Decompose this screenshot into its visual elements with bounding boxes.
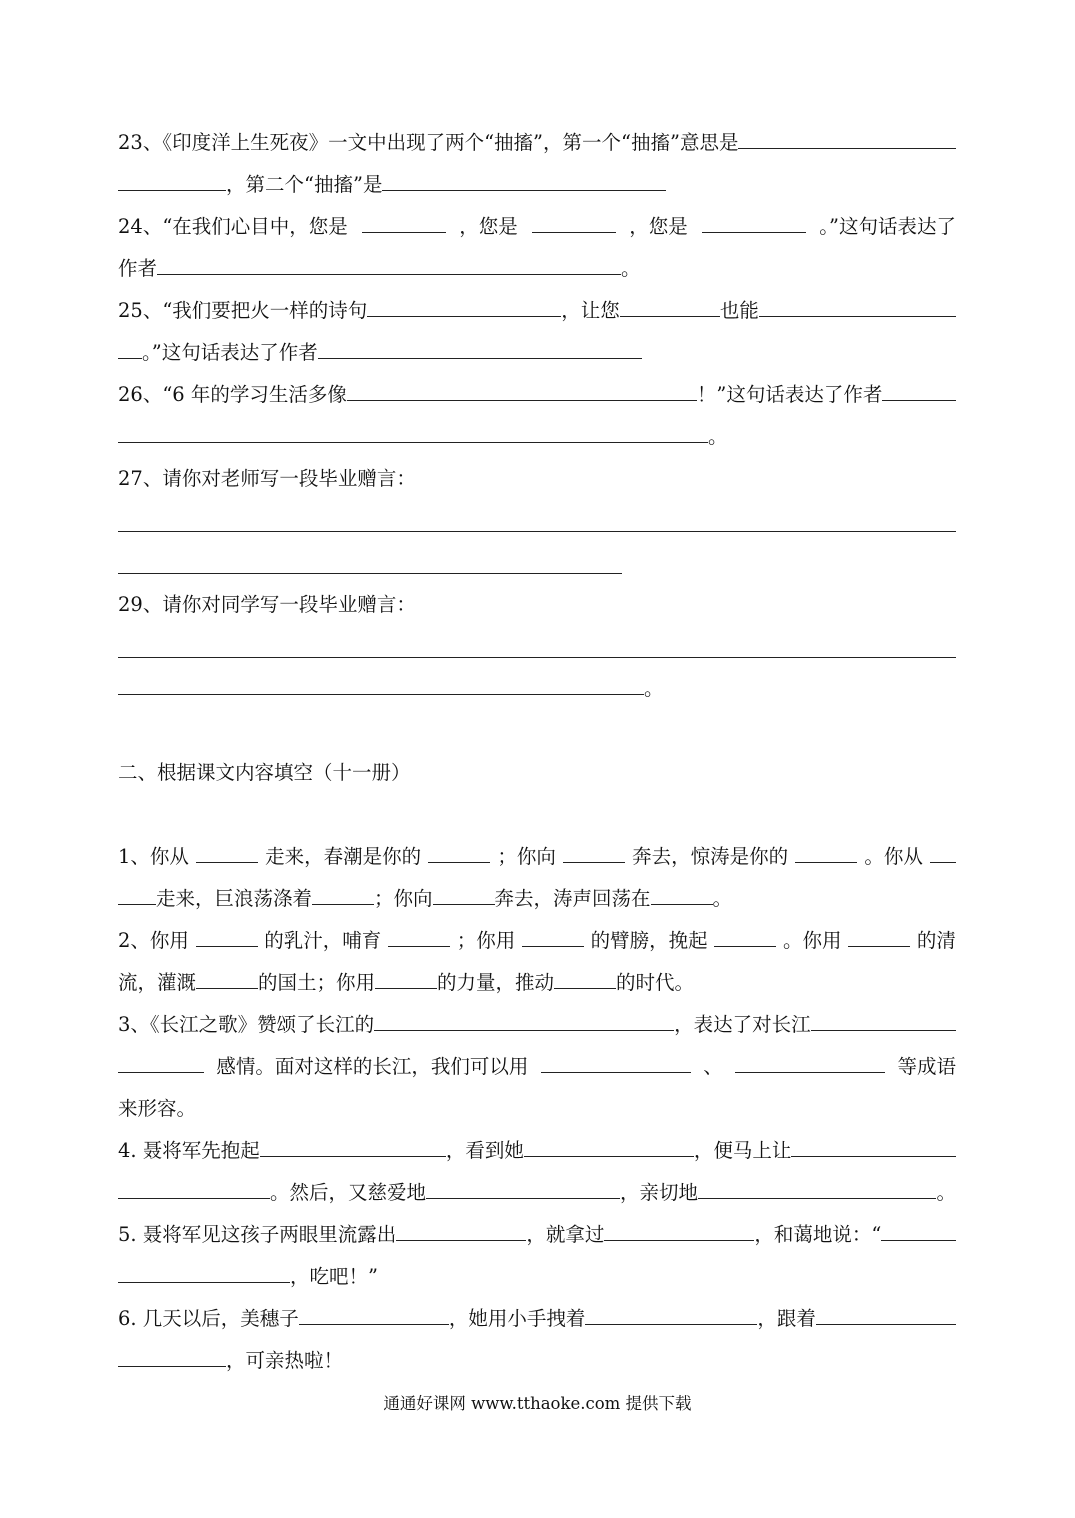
q24-text-e: 作者 [118,257,158,280]
s3-blank-2-cont[interactable] [118,1071,204,1073]
s2-blank-7[interactable] [375,987,437,989]
q25-text-d: 。”这句话表达了作者 [142,341,318,364]
s1-blank-8[interactable] [651,903,713,905]
q24-blank-2[interactable] [532,231,616,233]
s5-line2 [118,1256,956,1298]
q25-blank-4[interactable] [318,357,642,359]
section2-heading [118,752,956,794]
q23-line1 [118,122,956,164]
q26-blank-2[interactable] [882,399,956,401]
s3-line1 [118,1004,956,1046]
s2-blank-3[interactable] [522,945,584,947]
s4-blank-3[interactable] [791,1155,956,1157]
s5-text-c: ，和蔼地说：“ [754,1223,882,1246]
s3-blank-4[interactable] [735,1071,885,1073]
s2-blank-1[interactable] [196,945,258,947]
s5-blank-3[interactable] [881,1239,956,1241]
q25-blank-3-cont[interactable] [118,357,142,359]
s2-text-f: 的清 [916,929,956,952]
s4-line1 [118,1130,956,1172]
s1-blank-6[interactable] [312,903,374,905]
s5-text-d: ，吃吧！” [290,1265,378,1288]
s6-text-d: ，可亲热啦！ [226,1349,344,1372]
s5-text-a: 5. 聂将军见这孩子两眼里流露出 [118,1223,397,1246]
q23-line2 [118,164,956,206]
q29-answer-line1[interactable] [118,626,956,668]
q25-text-c: 也能 [719,299,759,322]
s6-line2 [118,1340,956,1382]
s6-blank-3-cont[interactable] [118,1365,226,1367]
spacer [118,794,956,836]
q23-blank-1[interactable] [738,147,956,149]
s1-line2 [118,878,956,920]
q24-blank-4[interactable] [157,273,621,275]
s3-text-e: 等成语 [897,1055,956,1078]
s4-blank-2[interactable] [524,1155,694,1157]
q26-line1 [118,374,956,416]
q29-line1 [118,584,956,626]
s1-blank-4[interactable] [795,861,857,863]
s1-text-d: 奔去，惊涛是你的 [632,845,789,868]
q25-line1 [118,290,956,332]
q24-line1 [118,206,956,248]
s1-blank-2[interactable] [428,861,490,863]
s2-blank-2[interactable] [388,945,450,947]
s2-text-i: 的力量，推动 [437,971,555,994]
s1-blank-5-cont[interactable] [118,903,156,905]
s2-text-d: 的臂膀，挽起 [590,929,708,952]
s6-blank-2[interactable] [585,1323,757,1325]
s1-blank-5[interactable] [930,861,956,863]
q23-text-b: ，第二个“抽搐”是 [226,173,383,196]
worksheet [118,122,956,1382]
q25-text-a: 25、“我们要把火一样的诗句 [118,299,368,322]
q24-blank-3[interactable] [702,231,806,233]
s4-text-d: 。然后，又慈爱地 [270,1181,427,1204]
q24-text-c: ，您是 [629,215,688,238]
s5-blank-1[interactable] [396,1239,526,1241]
s2-text-b: 的乳汁，哺育 [264,929,382,952]
s6-line1 [118,1298,956,1340]
s1-blank-3[interactable] [563,861,625,863]
s1-line1 [118,836,956,878]
s4-text-a: 4. 聂将军先抱起 [118,1139,260,1162]
q24-line2 [118,248,956,290]
s2-text-h: 的国土；你用 [258,971,376,994]
s3-line3 [118,1088,956,1130]
s1-text-b: 走来，春潮是你的 [265,845,422,868]
q27-answer-line1[interactable] [118,500,956,542]
q23-blank-1-cont[interactable] [118,189,226,191]
s1-text-c: ；你向 [497,845,556,868]
s2-text-j: 的时代。 [616,971,695,994]
q23-blank-2[interactable] [382,189,666,191]
s2-text-e: 。你用 [782,929,842,952]
q27-text-a: 27、请你对老师写一段毕业赠言： [118,467,416,490]
s3-text-c: 感情。面对这样的长江，我们可以用 [216,1055,529,1078]
s2-text-c: ；你用 [456,929,516,952]
s4-text-b: ，看到她 [445,1139,524,1162]
q26-text-c: 。 [708,425,728,448]
q24-blank-1[interactable] [362,231,446,233]
page-footer: 通通好课网 www.tthaoke.com 提供下载 [383,1394,692,1413]
q25-text-b: ，让您 [561,299,620,322]
s2-text-a: 2、你用 [118,929,189,952]
q25-blank-3[interactable] [759,315,956,317]
s2-line1 [118,920,956,962]
s2-blank-6[interactable] [196,987,258,989]
s5-text-b: ，就拿过 [526,1223,605,1246]
s2-blank-8[interactable] [554,987,616,989]
q26-blank-2-cont[interactable] [118,441,708,443]
s3-blank-3[interactable] [541,1071,691,1073]
s1-text-e: 。你从 [864,845,923,868]
s5-blank-3-cont[interactable] [118,1281,290,1283]
q24-text-b: ，您是 [459,215,518,238]
q27-answer-line2[interactable] [118,542,956,584]
s3-text-f: 来形容。 [118,1097,197,1120]
q24-text-a: 24、“在我们心目中，您是 [118,215,348,238]
q26-text-b: ！”这句话表达了作者 [696,383,883,406]
s1-blank-7[interactable] [433,903,495,905]
q24-text-f: 。 [621,257,641,280]
s2-blank-4[interactable] [714,945,776,947]
s1-blank-1[interactable] [196,861,258,863]
q26-text-a: 26、“6 年的学习生活多像 [118,383,347,406]
s2-line2 [118,962,956,1004]
s3-line2 [118,1046,956,1088]
s1-text-f: 走来，巨浪荡涤着 [156,887,313,910]
s4-line2 [118,1172,956,1214]
q24-text-d: 。”这句话表达了 [819,215,956,238]
s2-blank-5[interactable] [848,945,910,947]
spacer [118,710,956,752]
s6-text-a: 6. 几天以后，美穗子 [118,1307,299,1330]
s4-text-c: ，便马上让 [693,1139,792,1162]
s4-blank-1[interactable] [260,1155,446,1157]
q23-text-a: 23、《印度洋上生死夜》一文中出现了两个“抽搐”，第一个“抽搐”意思是 [118,131,739,154]
s4-blank-3-cont[interactable] [118,1197,270,1199]
s6-blank-1[interactable] [299,1323,449,1325]
s4-blank-4[interactable] [426,1197,620,1199]
s3-text-b: ，表达了对长江 [674,1013,811,1036]
s3-text-d: 、 [703,1055,723,1078]
q29-text-b: 。 [644,677,664,700]
s1-text-i: 。 [712,887,733,910]
q29-blank-2[interactable] [118,693,644,695]
q26-blank-1[interactable] [347,399,697,401]
s3-blank-1[interactable] [374,1029,674,1031]
q25-line2 [118,332,956,374]
s6-text-b: ，她用小手拽着 [448,1307,586,1330]
q25-blank-2[interactable] [620,315,720,317]
q29-answer-line2 [118,668,956,710]
s1-text-g: ；你向 [374,887,433,910]
s2-text-g: 流，灌溉 [118,971,197,994]
s4-blank-5[interactable] [698,1197,936,1199]
q25-blank-1[interactable] [367,315,561,317]
s6-blank-3[interactable] [816,1323,956,1325]
s6-text-c: ，跟着 [757,1307,816,1330]
s4-text-f: 。 [936,1181,956,1204]
s3-text-a: 3、《长江之歌》赞颂了长江的 [118,1013,375,1036]
s3-blank-2[interactable] [811,1029,956,1031]
q26-line2 [118,416,956,458]
s4-text-e: ，亲切地 [620,1181,699,1204]
s5-blank-2[interactable] [604,1239,754,1241]
s1-text-h: 奔去，涛声回荡在 [494,887,651,910]
q29-text-a: 29、请你对同学写一段毕业赠言： [118,593,416,616]
section2-heading-text: 二、根据课文内容填空（十一册） [118,761,411,784]
s5-line1 [118,1214,956,1256]
q27-line1 [118,458,956,500]
s1-text-a: 1、你从 [118,845,189,868]
